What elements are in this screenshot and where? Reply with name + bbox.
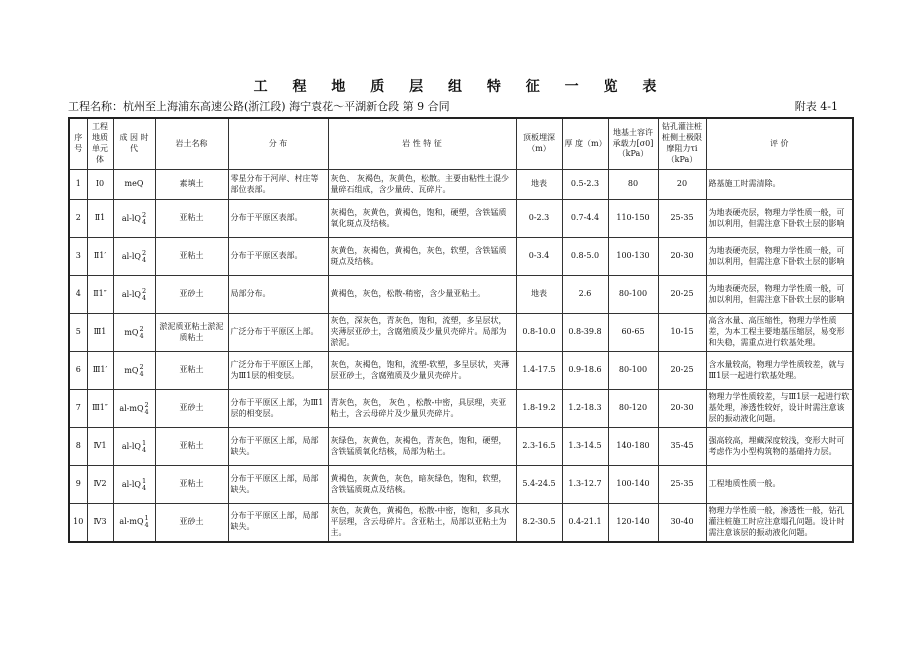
cell-seq: 7 <box>69 390 87 428</box>
cell-remark: 为地表硬壳层，物理力学性质一般，可加以利用，但需注意下卧软土层的影响 <box>706 238 853 276</box>
cell-friction: 25-35 <box>658 200 706 238</box>
cell-soil: 素填土 <box>155 170 228 200</box>
cell-thickness: 0.9-18.6 <box>562 352 608 390</box>
cell-depth: 2.3-16.5 <box>516 428 562 466</box>
cell-distribution: 广泛分布于平原区上部，为Ⅲ1层的相变层。 <box>228 352 328 390</box>
table-row <box>69 314 853 352</box>
cell-friction: 20-25 <box>658 352 706 390</box>
cell-friction: 20-25 <box>658 276 706 314</box>
cell-soil: 亚粘土 <box>155 238 228 276</box>
genesis-code: al-mQ <box>119 517 144 527</box>
cell-remark: 物理力学性质较差，与Ⅲ1层一起进行软基处理，渗透性较好，设计时需注意该层的振动液化问题。 <box>706 390 853 428</box>
genesis-subscript: 4 <box>142 217 147 226</box>
genesis-index <box>142 250 146 264</box>
table-row <box>69 466 853 504</box>
cell-character: 灰绿色，灰黄色，灰褐色，青灰色，饱和，硬塑，含铁锰质氧化结核，局部为粘土。 <box>328 428 516 466</box>
cell-seq: 2 <box>69 200 87 238</box>
header-thickness: 厚 度（m） <box>562 118 608 170</box>
cell-thickness: 0.4-21.1 <box>562 504 608 542</box>
cell-character: 灰色，灰黄色，黄褐色，松散-中密，饱和，多具水平层理，含云母碎片。含亚粘土，局部以亚粘土为主。 <box>328 504 516 542</box>
genesis-subscript: 4 <box>142 255 147 264</box>
cell-friction: 20 <box>658 170 706 200</box>
cell-friction: 20-30 <box>658 238 706 276</box>
geology-table <box>68 117 854 543</box>
cell-bearing: 120-140 <box>608 504 658 542</box>
cell-remark: 强高较高，埋藏深度较浅，变形大时可考虑作为小型构筑物的基础持力层。 <box>706 428 853 466</box>
cell-remark: 物理力学性质一般，渗透性一般，钻孔灌注桩施工时应注意塌孔问题。设计时需注意该层的振动液化问题。 <box>706 504 853 542</box>
cell-seq: 5 <box>69 314 87 352</box>
cell-genesis <box>113 314 155 352</box>
cell-bearing: 100-140 <box>608 466 658 504</box>
header-friction: 钻孔灌注桩桩侧土极限摩阻力τi（kPa） <box>658 118 706 170</box>
cell-bearing: 140-180 <box>608 428 658 466</box>
cell-depth: 0-2.3 <box>516 200 562 238</box>
header-unit: 工程地质单元体 <box>87 118 113 170</box>
genesis-index <box>140 326 144 340</box>
cell-distribution: 分布于平原区表部。 <box>228 200 328 238</box>
genesis-superscript: 2 <box>142 286 147 295</box>
cell-genesis <box>113 466 155 504</box>
cell-genesis <box>113 276 155 314</box>
table-row <box>69 352 853 390</box>
cell-bearing: 80 <box>608 170 658 200</box>
cell-unit: Ⅲ1″ <box>87 390 113 428</box>
cell-seq: 4 <box>69 276 87 314</box>
cell-soil: 亚砂土 <box>155 276 228 314</box>
genesis-index <box>142 212 146 226</box>
genesis-code: al-lQ <box>121 479 141 489</box>
cell-soil: 亚粘土 <box>155 352 228 390</box>
cell-friction: 20-30 <box>658 390 706 428</box>
cell-distribution: 分布于平原区表部。 <box>228 238 328 276</box>
cell-unit: Ⅲ1 <box>87 314 113 352</box>
genesis-superscript: 2 <box>144 400 149 409</box>
cell-genesis <box>113 238 155 276</box>
cell-thickness: 0.8-39.8 <box>562 314 608 352</box>
header-genesis: 成 因 时 代 <box>113 118 155 170</box>
genesis-superscript: 1 <box>142 476 147 485</box>
table-row <box>69 390 853 428</box>
cell-depth: 0.8-10.0 <box>516 314 562 352</box>
cell-depth: 1.4-17.5 <box>516 352 562 390</box>
header-soil: 岩土名称 <box>155 118 228 170</box>
cell-distribution: 广泛分布于平原区上部。 <box>228 314 328 352</box>
genesis-subscript: 4 <box>139 331 144 340</box>
cell-thickness: 0.7-4.4 <box>562 200 608 238</box>
cell-genesis <box>113 390 155 428</box>
genesis-superscript: 2 <box>139 362 144 371</box>
genesis-subscript: 4 <box>142 483 147 492</box>
cell-soil: 亚粘土 <box>155 200 228 238</box>
cell-thickness: 2.6 <box>562 276 608 314</box>
table-row <box>69 504 853 542</box>
cell-unit: Ⅳ2 <box>87 466 113 504</box>
cell-character: 青灰色，灰色， 灰色 ，松散-中密，具层理，夹亚粘土，含云母碎片及少量贝壳碎片。 <box>328 390 516 428</box>
cell-unit: Ⅱ1″ <box>87 276 113 314</box>
genesis-index <box>142 440 146 454</box>
genesis-code: al-lQ <box>121 289 141 299</box>
cell-soil: 亚粘土 <box>155 466 228 504</box>
genesis-superscript: 2 <box>142 210 147 219</box>
cell-thickness: 1.3-12.7 <box>562 466 608 504</box>
genesis-code: mQ <box>124 327 139 337</box>
cell-depth: 1.8-19.2 <box>516 390 562 428</box>
cell-character: 灰褐色，灰黄色，黄褐色，饱和，硬塑，含铁锰质氧化斑点及结核。 <box>328 200 516 238</box>
genesis-subscript: 4 <box>142 293 147 302</box>
cell-soil: 亚砂土 <box>155 504 228 542</box>
genesis-subscript: 4 <box>139 369 144 378</box>
cell-thickness: 0.5-2.3 <box>562 170 608 200</box>
cell-depth: 地表 <box>516 276 562 314</box>
genesis-code: al-lQ <box>121 251 141 261</box>
cell-bearing: 100-130 <box>608 238 658 276</box>
genesis-index <box>142 288 146 302</box>
cell-depth: 地表 <box>516 170 562 200</box>
cell-unit: Ⅲ1′ <box>87 352 113 390</box>
genesis-subscript: 4 <box>142 445 147 454</box>
cell-unit: Ⅱ1 <box>87 200 113 238</box>
header-distribution: 分 布 <box>228 118 328 170</box>
cell-genesis <box>113 200 155 238</box>
cell-thickness: 0.8-5.0 <box>562 238 608 276</box>
cell-unit: Ⅳ3 <box>87 504 113 542</box>
genesis-superscript: 1 <box>142 438 147 447</box>
genesis-superscript: 2 <box>139 324 144 333</box>
cell-bearing: 80-120 <box>608 390 658 428</box>
cell-genesis <box>113 504 155 542</box>
genesis-index <box>142 478 146 492</box>
table-row <box>69 238 853 276</box>
cell-character: 黄褐色，灰色，松散-稍密，含少量亚粘土。 <box>328 276 516 314</box>
cell-character: 灰黄色，灰褐色，黄褐色，灰色，软塑，含铁锰质斑点及结核。 <box>328 238 516 276</box>
cell-depth: 5.4-24.5 <box>516 466 562 504</box>
cell-remark: 为地表硬壳层，物理力学性质一般，可加以利用，但需注意下卧软土层的影响 <box>706 200 853 238</box>
cell-character: 黄褐色，灰黄色，灰色，暗灰绿色，饱和，软塑，含铁锰质斑点及结核。 <box>328 466 516 504</box>
cell-seq: 6 <box>69 352 87 390</box>
table-row <box>69 276 853 314</box>
cell-unit: Ⅳ1 <box>87 428 113 466</box>
cell-bearing: 80-100 <box>608 352 658 390</box>
appendix-label: 附表 4-1 <box>794 100 838 113</box>
cell-depth: 0-3.4 <box>516 238 562 276</box>
table-row <box>69 170 853 200</box>
cell-distribution: 局部分布。 <box>228 276 328 314</box>
genesis-code: mQ <box>124 365 139 375</box>
cell-seq: 8 <box>69 428 87 466</box>
cell-character: 灰色、 灰褐色，灰黄色，松散。主要由粘性土混少量碎石组成，含少量砖、瓦碎片。 <box>328 170 516 200</box>
genesis-index <box>145 402 149 416</box>
cell-friction: 25-35 <box>658 466 706 504</box>
header-character: 岩 性 特 征 <box>328 118 516 170</box>
cell-distribution: 分布于平原区上部，局部缺失。 <box>228 428 328 466</box>
cell-remark: 高含水量、高压缩性，物理力学性质差，为本工程主要地基压缩层，易变形和失稳，需重点进行软基处理。 <box>706 314 853 352</box>
cell-seq: 10 <box>69 504 87 542</box>
cell-remark: 含水量较高，物理力学性质较差，就与Ⅲ1层一起进行软基处理。 <box>706 352 853 390</box>
project-name: 工程名称：杭州至上海浦东高速公路(浙江段) 海宁袁花～平湖新仓段 第 9 合同 <box>68 100 450 113</box>
cell-depth: 8.2-30.5 <box>516 504 562 542</box>
genesis-superscript: 2 <box>142 248 147 257</box>
genesis-index <box>145 515 149 529</box>
genesis-code: meQ <box>124 179 144 189</box>
header-depth: 顶板埋深（m） <box>516 118 562 170</box>
genesis-code: al-lQ <box>121 441 141 451</box>
cell-remark: 路基施工时需清除。 <box>706 170 853 200</box>
cell-bearing: 80-100 <box>608 276 658 314</box>
cell-friction: 35-45 <box>658 428 706 466</box>
cell-genesis <box>113 428 155 466</box>
cell-distribution: 分布于平原区上部，局部缺失。 <box>228 466 328 504</box>
cell-friction: 10-15 <box>658 314 706 352</box>
cell-distribution: 分布于平原区上部，局部缺失。 <box>228 504 328 542</box>
cell-friction: 30-40 <box>658 504 706 542</box>
cell-seq: 9 <box>69 466 87 504</box>
header-remark: 评 价 <box>706 118 853 170</box>
table-header-row <box>69 118 853 170</box>
cell-genesis <box>113 352 155 390</box>
cell-bearing: 60-65 <box>608 314 658 352</box>
document-title: 工 程 地 质 层 组 特 征 一 览 表 <box>253 79 667 95</box>
cell-character: 灰色，灰褐色，饱和，流塑-软塑，多呈层状，夹薄层亚砂土，含腐殖质及少量贝壳碎片。 <box>328 352 516 390</box>
cell-unit: Ⅱ1′ <box>87 238 113 276</box>
cell-distribution: 零星分布于河岸、村庄等部位表部。 <box>228 170 328 200</box>
cell-bearing: 110-150 <box>608 200 658 238</box>
table-row <box>69 428 853 466</box>
cell-soil: 亚砂土 <box>155 390 228 428</box>
cell-remark: 工程地质性质一般。 <box>706 466 853 504</box>
cell-thickness: 1.3-14.5 <box>562 428 608 466</box>
header-seq: 序号 <box>69 118 87 170</box>
genesis-index <box>140 364 144 378</box>
genesis-subscript: 4 <box>144 521 149 530</box>
genesis-subscript: 4 <box>144 407 149 416</box>
cell-distribution: 分布于平原区上部，为Ⅲ1层的相变层。 <box>228 390 328 428</box>
table-row <box>69 200 853 238</box>
cell-seq: 3 <box>69 238 87 276</box>
cell-unit: Ⅰ0 <box>87 170 113 200</box>
genesis-code: al-mQ <box>119 403 144 413</box>
cell-remark: 为地表硬壳层，物理力学性质一般，可加以利用，但需注意下卧软土层的影响 <box>706 276 853 314</box>
cell-genesis <box>113 170 155 200</box>
header-bearing: 地基土容许承载力[σ0]（kPa） <box>608 118 658 170</box>
cell-seq: 1 <box>69 170 87 200</box>
genesis-superscript: 1 <box>144 514 149 523</box>
cell-character: 灰色，深灰色，青灰色，饱和，流塑，多呈层状，夹薄层亚砂土，含腐殖质及少量贝壳碎片。局部为淤泥。 <box>328 314 516 352</box>
genesis-code: al-lQ <box>121 213 141 223</box>
cell-thickness: 1.2-18.3 <box>562 390 608 428</box>
cell-soil: 亚粘土 <box>155 428 228 466</box>
cell-soil: 淤泥质亚粘土淤泥质粘土 <box>155 314 228 352</box>
table-body <box>69 170 853 542</box>
